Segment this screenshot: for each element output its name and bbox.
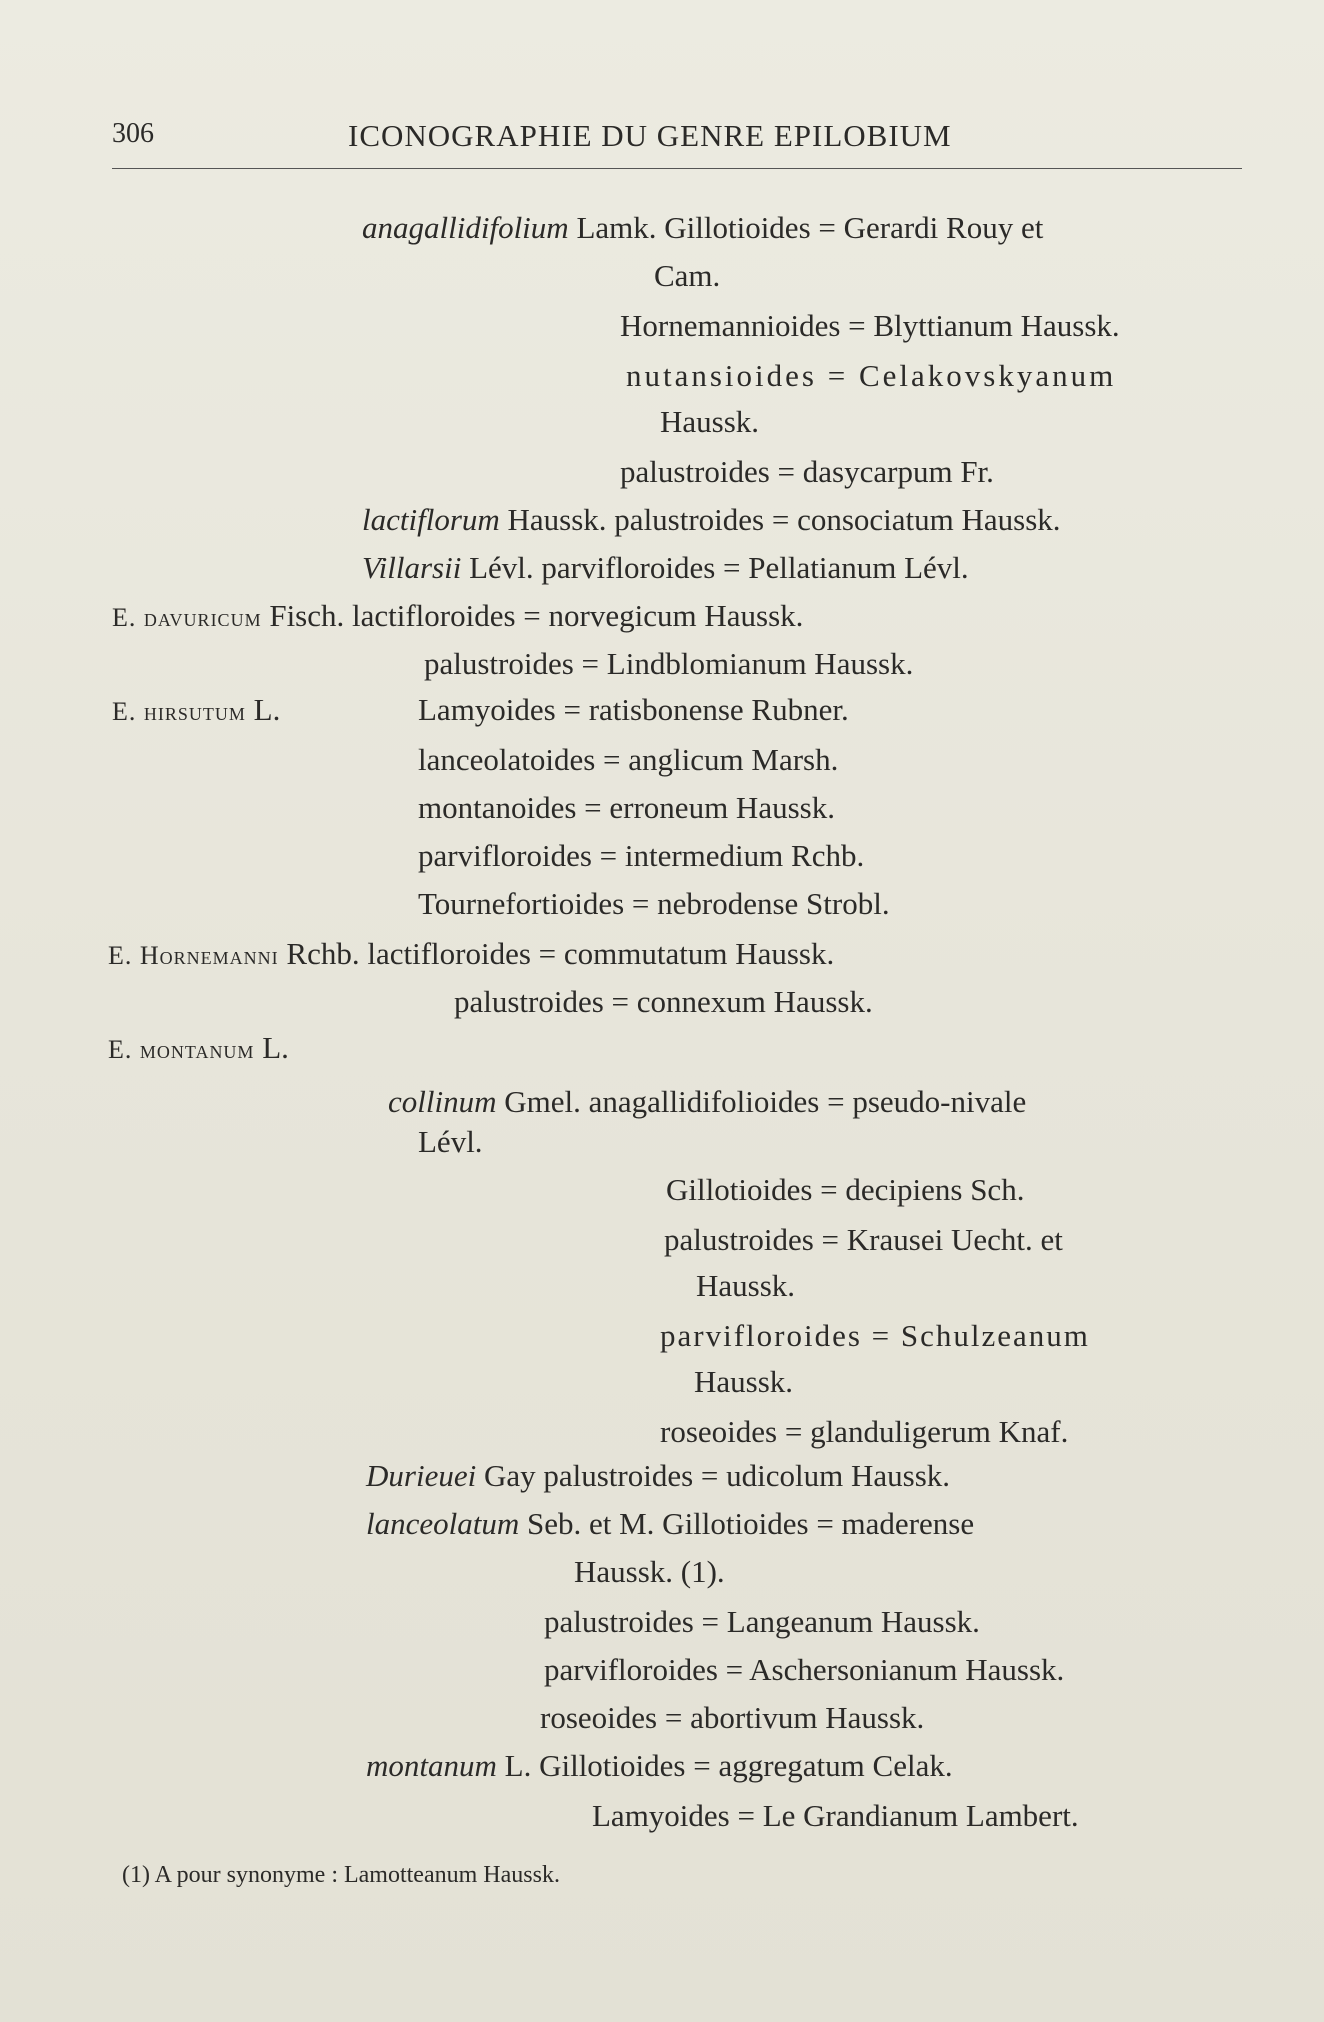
- text-line: parvifloroides = intermedium Rchb.: [418, 838, 865, 873]
- text-line: montanum L. Gillotioides = aggregatum Celak.: [366, 1748, 953, 1783]
- text-line: E. davuricum Fisch. lactifloroides = norvegicum Haussk.: [112, 598, 804, 633]
- text-line: Haussk.: [696, 1268, 796, 1303]
- text-line: Lévl.: [418, 1124, 483, 1159]
- text-line: parvifloroides = Schulzeanum: [660, 1318, 1090, 1353]
- text-line: Durieuei Gay palustroides = udicolum Haussk.: [366, 1458, 951, 1493]
- text-line: Cam.: [654, 258, 721, 293]
- text-line: collinum Gmel. anagallidifolioides = pseudo-nivale: [388, 1084, 1027, 1119]
- text-line: E. hirsutum L.: [112, 692, 281, 727]
- text-line: Haussk.: [660, 404, 760, 439]
- header-rule: [112, 168, 1242, 169]
- text-line: roseoides = abortivum Haussk.: [540, 1700, 925, 1735]
- text-line: anagallidifolium Lamk. Gillotioides = Gerardi Rouy et: [362, 210, 1044, 245]
- text-line: Lamyoides = ratisbonense Rubner.: [418, 692, 849, 727]
- page-header: [112, 118, 1242, 158]
- text-line: palustroides = dasycarpum Fr.: [620, 454, 994, 489]
- text-line: palustroides = connexum Haussk.: [454, 984, 873, 1019]
- text-line: lanceolatum Seb. et M. Gillotioides = maderense: [366, 1506, 975, 1541]
- text-line: Gillotioides = decipiens Sch.: [666, 1172, 1025, 1207]
- page-number: 306: [112, 118, 154, 149]
- text-line: Hornemannioides = Blyttianum Haussk.: [620, 308, 1120, 343]
- text-line: montanoides = erroneum Haussk.: [418, 790, 835, 825]
- text-line: nutansioides = Celakovskyanum: [626, 358, 1117, 393]
- text-line: E. montanum L.: [108, 1030, 289, 1065]
- text-line: lactiflorum Haussk. palustroides = consociatum Haussk.: [362, 502, 1061, 537]
- text-line: Lamyoides = Le Grandianum Lambert.: [592, 1798, 1079, 1833]
- text-line: palustroides = Langeanum Haussk.: [544, 1604, 980, 1639]
- footnote: (1) A pour synonyme : Lamotteanum Haussk.: [122, 1862, 560, 1888]
- text-line: palustroides = Krausei Uecht. et: [664, 1222, 1063, 1257]
- running-title: ICONOGRAPHIE DU GENRE EPILOBIUM: [348, 118, 952, 153]
- text-line: Tournefortioides = nebrodense Strobl.: [418, 886, 890, 921]
- text-line: Haussk.: [694, 1364, 794, 1399]
- text-line: Haussk. (1).: [574, 1554, 725, 1589]
- text-line: roseoides = glanduligerum Knaf.: [660, 1414, 1069, 1449]
- text-line: Villarsii Lévl. parvifloroides = Pellatianum Lévl.: [362, 550, 969, 585]
- text-line: palustroides = Lindblomianum Haussk.: [424, 646, 914, 681]
- text-line: lanceolatoides = anglicum Marsh.: [418, 742, 839, 777]
- text-line: parvifloroides = Aschersonianum Haussk.: [544, 1652, 1065, 1687]
- text-line: E. Hornemanni Rchb. lactifloroides = commutatum Haussk.: [108, 936, 835, 971]
